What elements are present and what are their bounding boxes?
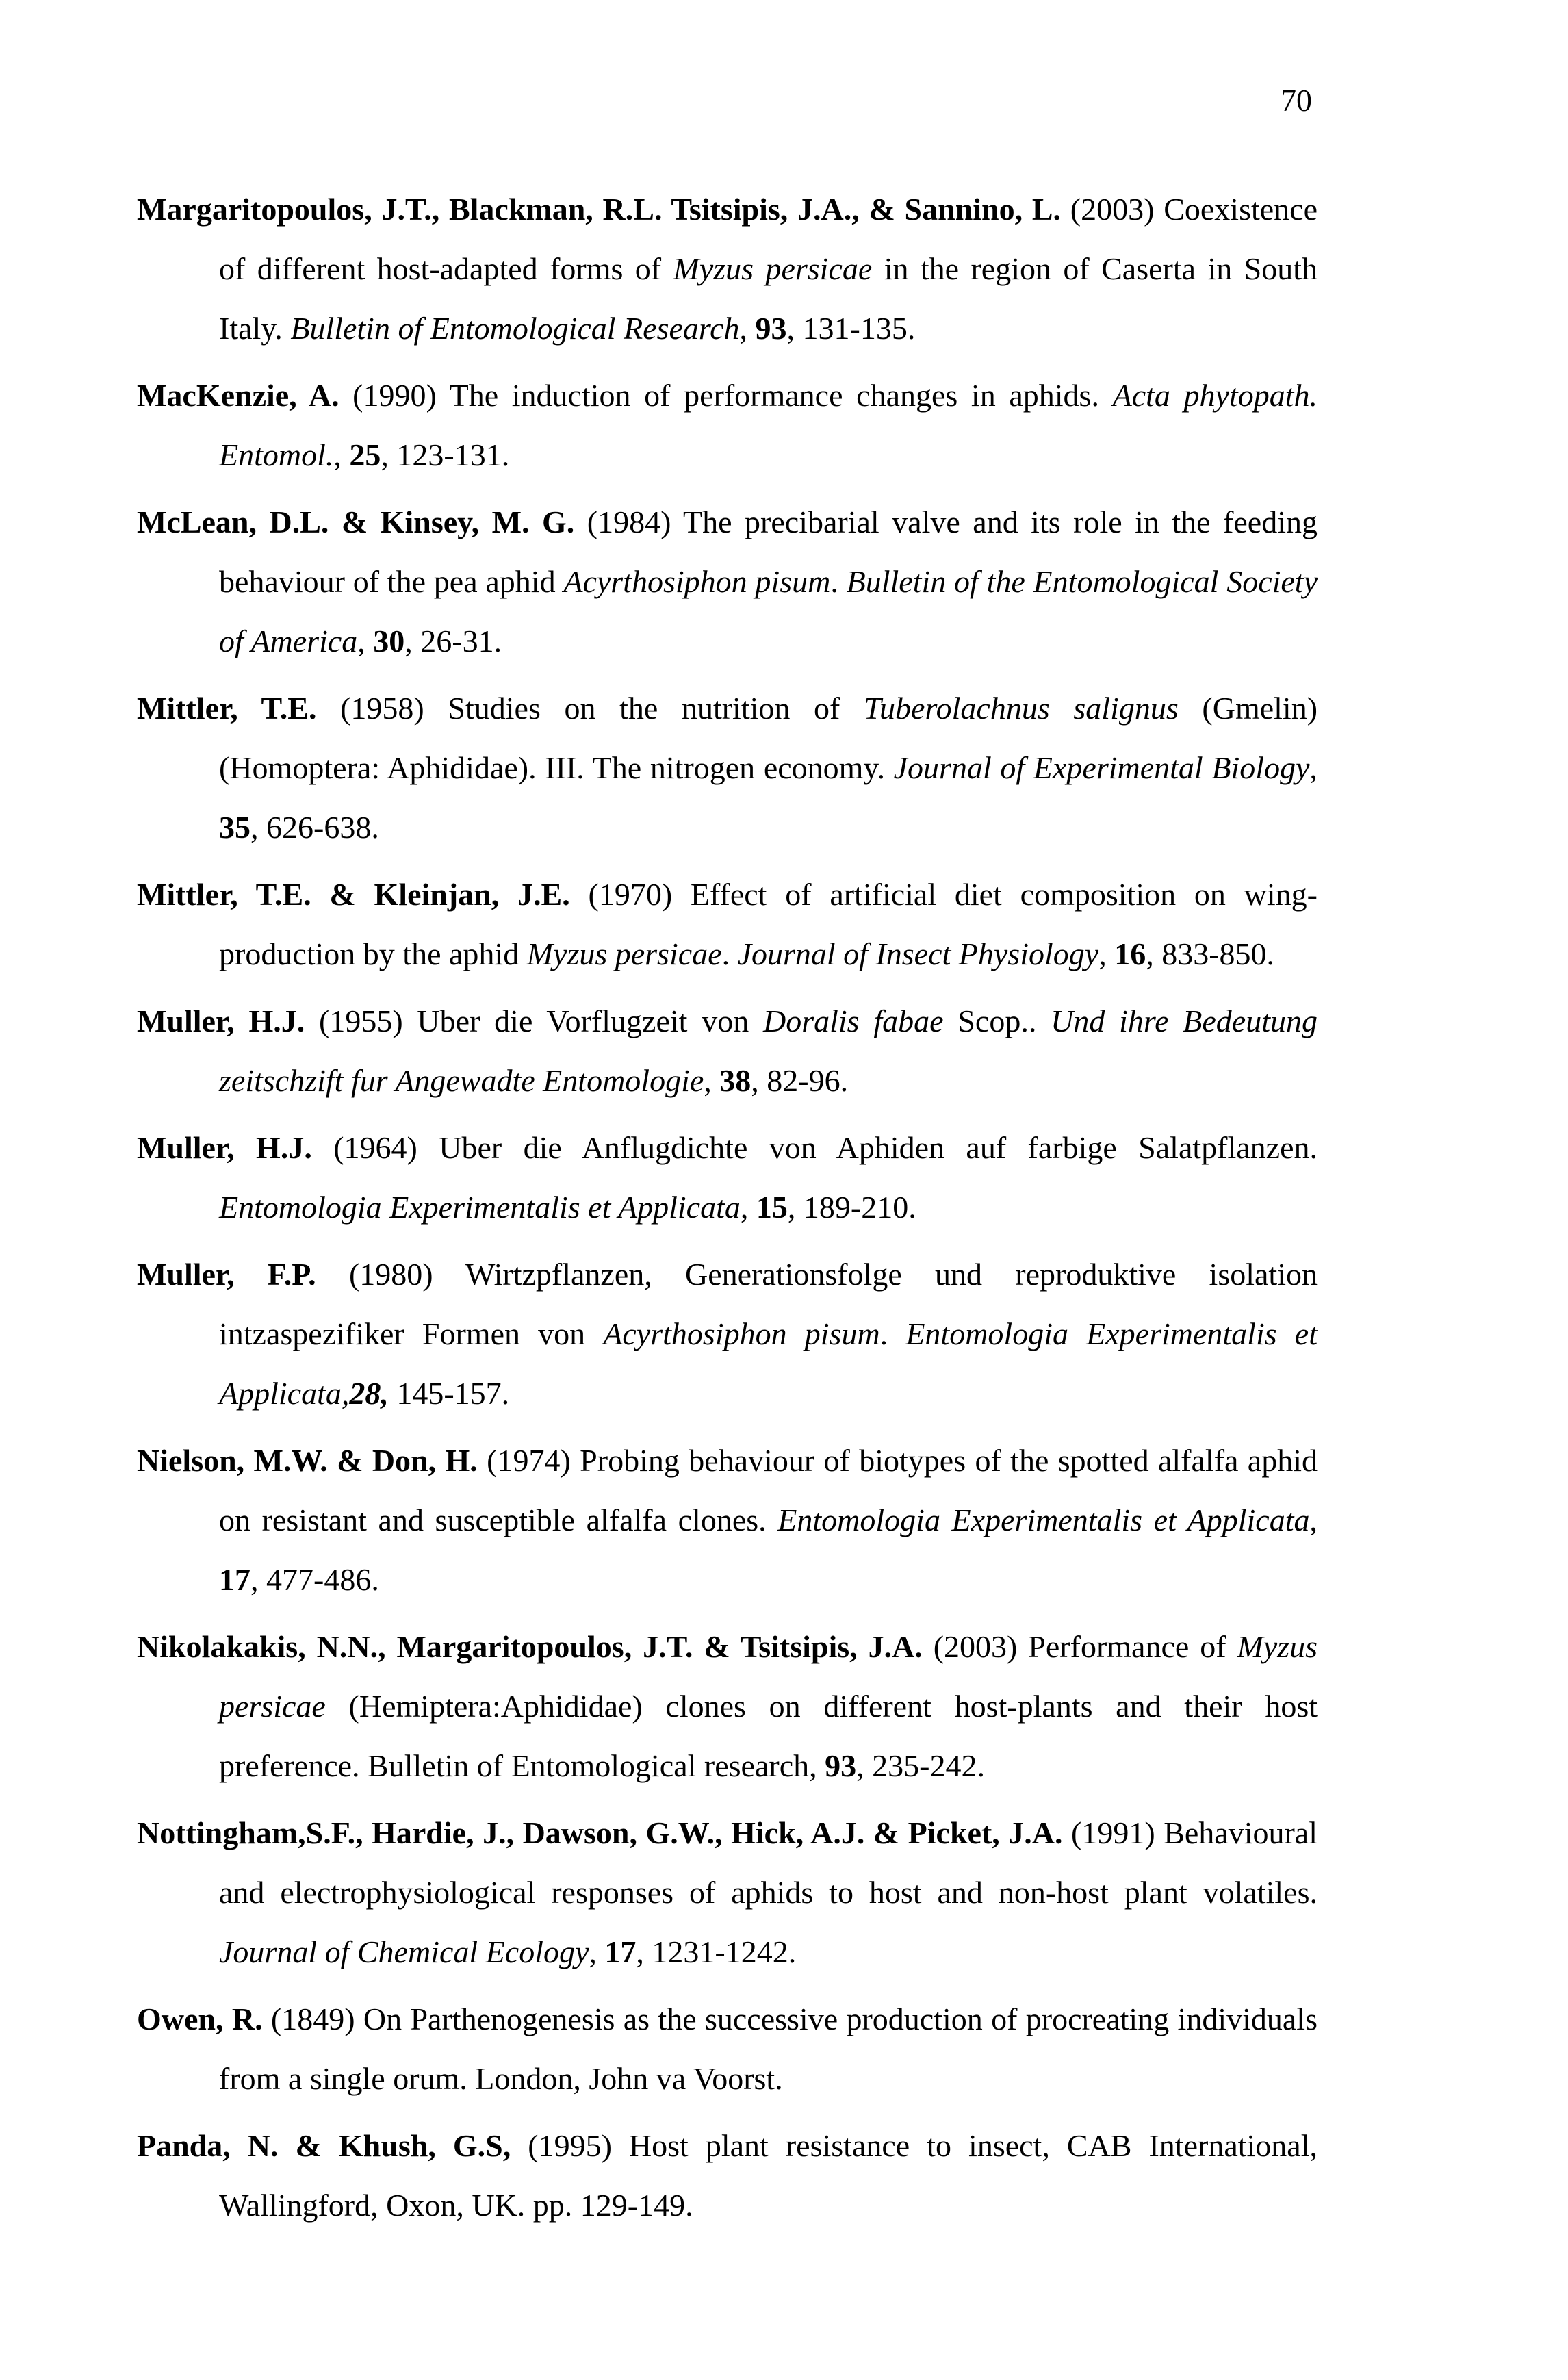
reference-title: Behavioural and electrophysiological responses of aphids to host and non-host plant volatiles. [219, 1815, 1318, 1910]
reference-year: (1964) [311, 1130, 417, 1165]
reference-entry [137, 179, 1318, 358]
reference-year: (1970) [569, 877, 673, 912]
reference-pages: , 26-31. [404, 624, 502, 658]
reference-authors: McLean, D.L. & Kinsey, M. G. [137, 504, 575, 539]
reference-journal: Entomologia Experimentalis et Applicata, [219, 1316, 1318, 1411]
reference-volume: 17 [604, 1934, 637, 1969]
reference-journal: Bulletin of Entomological Research [290, 311, 740, 346]
reference-volume: 38 [719, 1063, 751, 1098]
reference-authors: Panda, N. & Khush, G.S, [137, 2128, 511, 2163]
reference-authors: MacKenzie, A. [137, 378, 339, 413]
reference-entry [137, 1803, 1318, 1982]
reference-pages: , 131-135. [786, 311, 916, 346]
reference-authors: Nottingham,S.F., Hardie, J., Dawson, G.W., Hick, A.J. & Picket, J.A. [137, 1815, 1063, 1850]
reference-journal: Bulletin of the Entomological Society of America [219, 564, 1318, 658]
reference-authors: Owen, R. [137, 2001, 263, 2036]
reference-pages: 145-157. [388, 1376, 510, 1411]
reference-title: On Parthenogenesis as the successive production of procreating individuals from a single orum. London, John va Voorst. [219, 2001, 1318, 2096]
reference-year: (1974) [477, 1443, 571, 1478]
reference-separator: , [333, 437, 350, 472]
reference-authors: Nikolakakis, N.N., Margaritopoulos, J.T. & Tsitsipis, J.A. [137, 1629, 923, 1664]
reference-title-continued: Scop.. [943, 1003, 1051, 1038]
reference-year: (2003) [922, 1629, 1018, 1664]
reference-pages: , 82-96. [751, 1063, 849, 1098]
reference-year: (1958) [316, 691, 424, 726]
reference-volume: 28, [349, 1376, 389, 1411]
reference-entry [137, 991, 1318, 1110]
reference-species: Myzus persicae [526, 936, 722, 971]
reference-title: Host plant resistance to insect, CAB International, Wallingford, Oxon, UK. pp. 129-149. [219, 2128, 1318, 2223]
reference-separator: , [1098, 936, 1115, 971]
reference-title-continued: . [879, 1316, 906, 1351]
reference-authors: Muller, F.P. [137, 1257, 316, 1292]
reference-year: (1980) [316, 1257, 433, 1292]
reference-entry [137, 1617, 1318, 1795]
reference-year: (1955) [305, 1003, 403, 1038]
reference-title: Coexistence of different host-adapted forms of [219, 192, 1318, 286]
reference-entry [137, 492, 1318, 671]
reference-title: Wirtzpflanzen, Generationsfolge und reproduktive isolation intzaspezifiker Formen von [219, 1257, 1318, 1351]
reference-journal: Acta phytopath. Entomol. [219, 378, 1318, 472]
reference-separator: , [1309, 750, 1318, 785]
reference-journal: Journal of Insect Physiology [737, 936, 1099, 971]
reference-volume: 17 [219, 1562, 250, 1597]
reference-year: (1849) [262, 2001, 355, 2036]
reference-pages: , 477-486. [250, 1562, 379, 1597]
reference-separator: , [357, 624, 374, 658]
reference-volume: 16 [1114, 936, 1146, 971]
reference-species: Acyrthosiphon pisum [603, 1316, 880, 1351]
reference-title: Performance of [1017, 1629, 1237, 1664]
reference-volume: 15 [756, 1190, 788, 1225]
reference-title-continued: in the region of Caserta in South Italy. [219, 251, 1318, 346]
reference-title: Effect of artificial diet composition on wing-production by the aphid [219, 877, 1318, 971]
reference-title: The precibarial valve and its role in the feeding behaviour of the pea aphid [219, 504, 1318, 599]
reference-title: Uber die Anflugdichte von Aphiden auf farbige Salatpflanzen. [417, 1130, 1318, 1165]
reference-title-continued: (Hemiptera:Aphididae) clones on different host-plants and their host preference. Bulletin of Entomological research, [219, 1689, 1318, 1783]
reference-pages: , 1231-1242. [636, 1934, 797, 1969]
reference-species: Myzus persicae [219, 1629, 1318, 1724]
reference-authors: Mittler, T.E. & Kleinjan, J.E. [137, 877, 570, 912]
reference-pages: , 235-242. [856, 1748, 985, 1783]
page-number: 70 [1281, 83, 1312, 118]
reference-volume: 93 [755, 311, 787, 346]
reference-pages: , 833-850. [1146, 936, 1275, 971]
reference-journal: Journal of Chemical Ecology [219, 1934, 589, 1969]
reference-journal: Entomologia Experimentalis et Applicata [219, 1190, 741, 1225]
reference-journal: Und ihre Bedeutung zeitschzift fur Angewadte Entomologie [219, 1003, 1318, 1098]
reference-species: Doralis fabae [762, 1003, 944, 1038]
reference-entry [137, 1118, 1318, 1237]
reference-separator: , [589, 1934, 605, 1969]
reference-entry [137, 366, 1318, 485]
reference-separator: , [739, 311, 756, 346]
reference-list [137, 179, 1318, 2242]
reference-volume: 30 [373, 624, 405, 658]
reference-entry [137, 1989, 1318, 2108]
reference-volume: 25 [349, 437, 381, 472]
reference-volume: 93 [825, 1748, 857, 1783]
reference-authors: Nielson, M.W. & Don, H. [137, 1443, 478, 1478]
reference-separator: , [740, 1190, 756, 1225]
reference-title-continued: . [721, 936, 738, 971]
reference-entry [137, 1431, 1318, 1609]
reference-title-continued: . [830, 564, 847, 599]
reference-authors: Muller, H.J. [137, 1130, 312, 1165]
reference-year: (1984) [574, 504, 671, 539]
reference-entry [137, 865, 1318, 984]
reference-pages: , 123-131. [381, 437, 510, 472]
reference-title: Probing behaviour of biotypes of the spotted alfalfa aphid on resistant and susceptible alfalfa clones. [219, 1443, 1318, 1537]
reference-pages: , 189-210. [787, 1190, 916, 1225]
reference-year: (2003) [1061, 192, 1155, 227]
reference-journal: Entomologia Experimentalis et Applicata [777, 1502, 1310, 1537]
reference-pages: , 626-638. [250, 810, 379, 845]
reference-entry [137, 2116, 1318, 2235]
reference-species: Acyrthosiphon pisum [563, 564, 831, 599]
reference-separator: , [704, 1063, 720, 1098]
reference-authors: Mittler, T.E. [137, 691, 317, 726]
reference-title-continued: (Gmelin) (Homoptera: Aphididae). III. The nitrogen economy. [219, 691, 1318, 785]
reference-title: Uber die Vorflugzeit von [402, 1003, 763, 1038]
reference-year: (1995) [511, 2128, 612, 2163]
reference-volume: 35 [219, 810, 250, 845]
reference-journal: Journal of Experimental Biology [893, 750, 1310, 785]
reference-authors: Muller, H.J. [137, 1003, 305, 1038]
reference-title: Studies on the nutrition of [424, 691, 864, 726]
reference-title: The induction of performance changes in aphids. [436, 378, 1113, 413]
reference-species: Tuberolachnus salignus [864, 691, 1179, 726]
reference-year: (1990) [339, 378, 437, 413]
reference-authors: Margaritopoulos, J.T., Blackman, R.L. Tsitsipis, J.A., & Sannino, L. [137, 192, 1062, 227]
reference-entry [137, 678, 1318, 857]
reference-separator: , [1309, 1502, 1318, 1537]
reference-entry [137, 1244, 1318, 1423]
reference-species: Myzus persicae [673, 251, 873, 286]
reference-year: (1991) [1062, 1815, 1155, 1850]
